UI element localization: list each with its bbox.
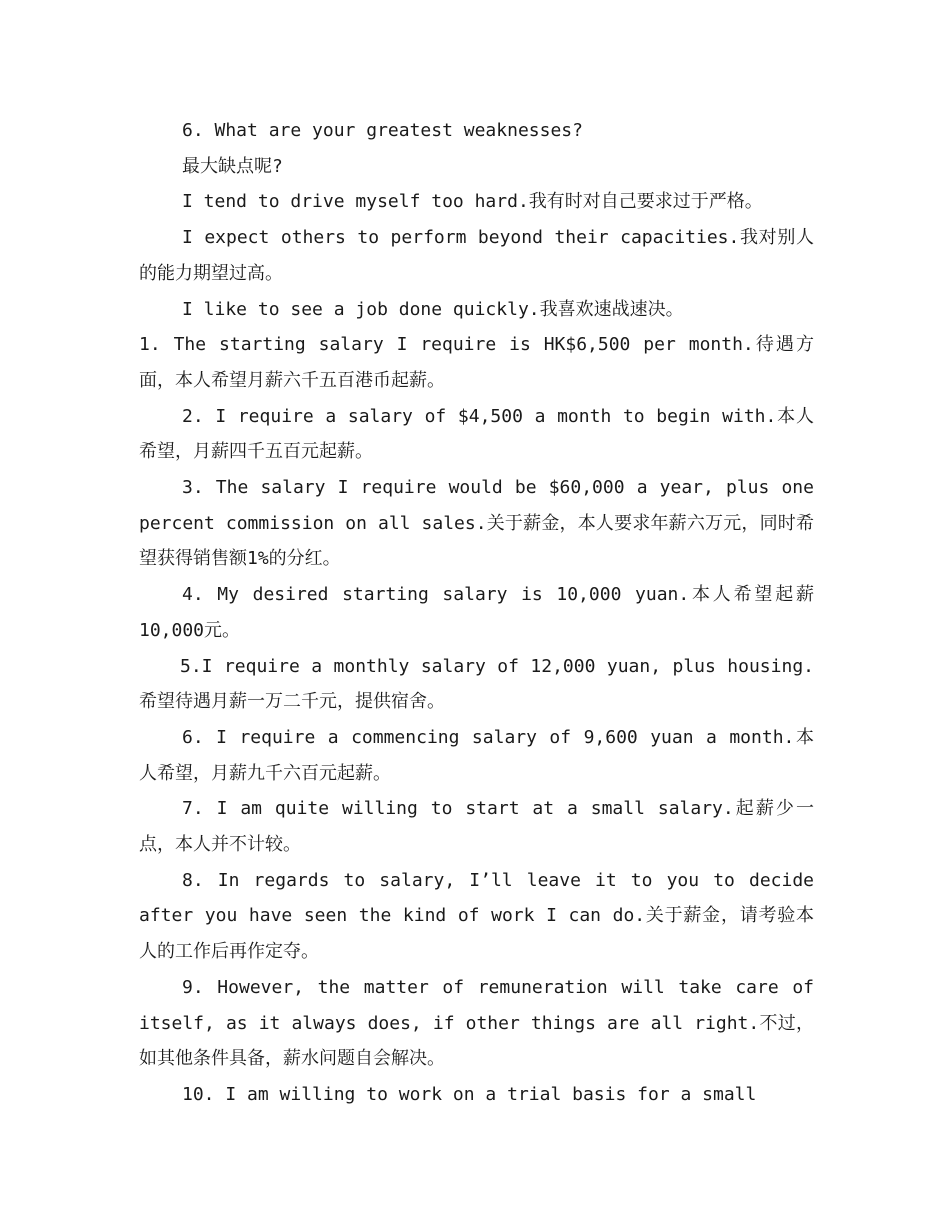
salary-item: 5.I require a monthly salary of 12,000 yuan, plus housing.希望待遇月薪一万二千元，提供宿舍。 [139,655,814,713]
answer-paragraph: I like to see a job done quickly.我喜欢速战速决。 [182,298,684,320]
salary-item: 7. I am quite willing to start at a small salary.起薪少一点，本人并不计较。 [139,798,814,856]
salary-item: 9. However, the matter of remuneration will take care of itself, as it always does, if other things are all right.不过，如其他条件具备，薪水问题自会解决。 [139,976,814,1070]
salary-item: 10. I am willing to work on a trial basis for a small [182,1083,757,1105]
question-translation: 最大缺点呢? [182,155,283,177]
answer-paragraph: I expect others to perform beyond their capacities.我对别人的能力期望过高。 [139,227,814,284]
answer-paragraph: I tend to drive myself too hard.我有时对自己要求过于严格。 [182,191,763,213]
salary-item: 4. My desired starting salary is 10,000 yuan.本人希望起薪10,000元。 [139,584,814,641]
salary-item: 1. The starting salary I require is HK$6,500 per month.待遇方面，本人希望月薪六千五百港币起薪。 [139,334,814,391]
document-body [139,113,814,1113]
question-heading: 6. What are your greatest weaknesses? [182,120,583,141]
salary-item: 6. I require a commencing salary of 9,600 yuan a month.本人希望，月薪九千六百元起薪。 [139,726,814,784]
salary-item: 8. In regards to salary, I’ll leave it to you to decide after you have seen the kind of work I can do.关于薪金，请考验本人的工作后再作定夺。 [139,869,814,963]
salary-item: 2. I require a salary of $4,500 a month to begin with.本人希望，月薪四千五百元起薪。 [139,405,814,463]
salary-item: 3. The salary I require would be $60,000 a year, plus one percent commission on all sales.关于薪金，本人要求年薪六万元，同时希望获得销售额1%的分红。 [139,477,814,570]
